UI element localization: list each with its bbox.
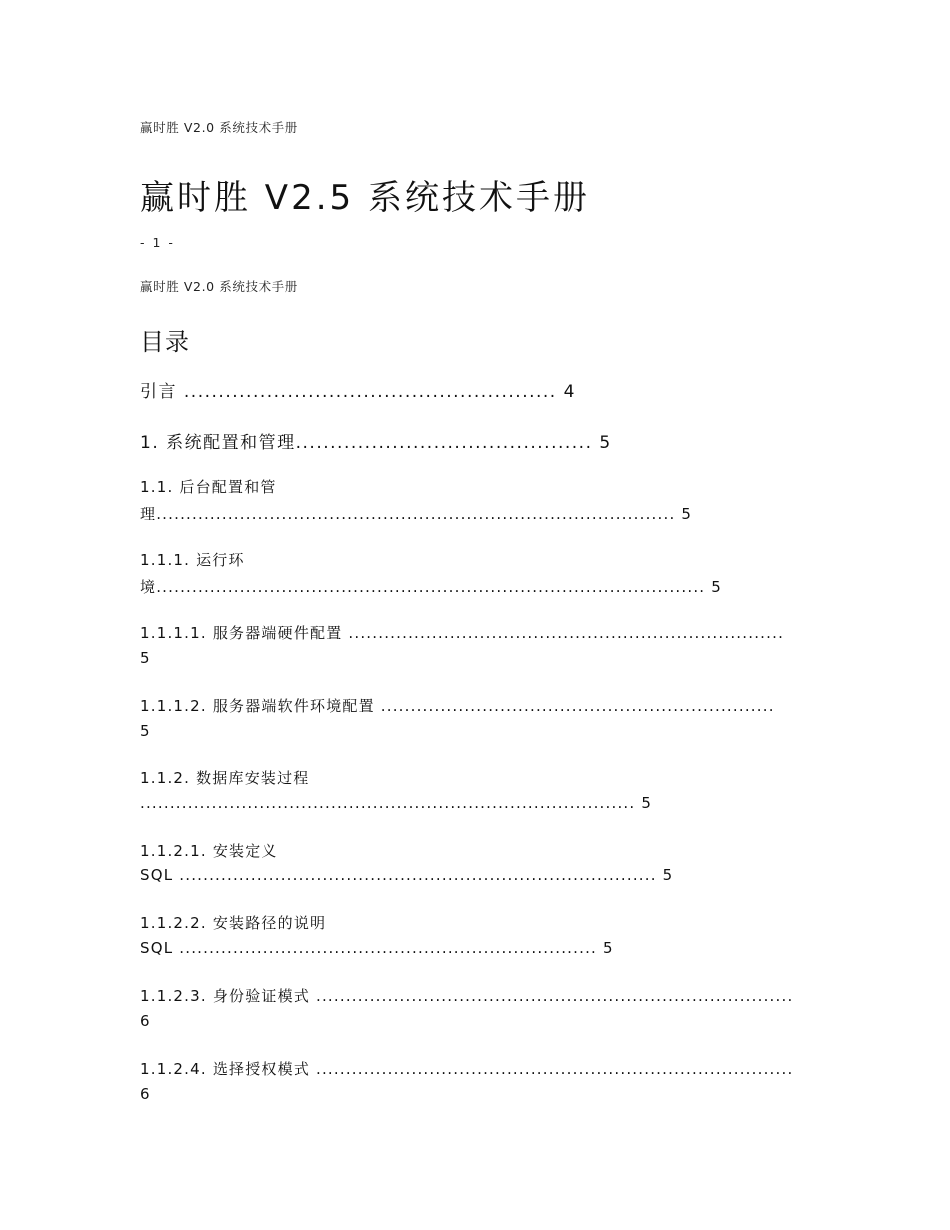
toc-entry-1-1-2-4-line1[interactable]: 1.1.2.4. 选择授权模式 ................................................................................: [140, 1060, 794, 1078]
toc-entry-1-1-2-1-line2[interactable]: SQL ................................................................................ 5: [140, 866, 674, 884]
toc-entry-1-1-line1[interactable]: 1.1. 后台配置和管: [140, 478, 277, 496]
toc-entry-1-1-line2[interactable]: 理....................................................................................... 5: [140, 505, 693, 523]
toc-entry-1-1-1-1-line1[interactable]: 1.1.1.1. 服务器端硬件配置 .........................................................................: [140, 624, 785, 642]
toc-entry-1-1-2-line2[interactable]: ................................................................................... 5: [140, 794, 653, 812]
page-number: - 1 -: [140, 235, 175, 250]
toc-entry-1-1-2-4-line2[interactable]: 6: [140, 1085, 151, 1103]
toc-entry-1-1-2-2-line1[interactable]: 1.1.2.2. 安装路径的说明: [140, 914, 327, 932]
toc-entry-1-1-1-2-line1[interactable]: 1.1.1.2. 服务器端软件环境配置 ..................................................................: [140, 697, 775, 715]
running-header: 赢时胜 V2.0 系统技术手册: [140, 120, 298, 135]
running-header-2: 赢时胜 V2.0 系统技术手册: [140, 279, 298, 294]
toc-entry-1-1-2-2-line2[interactable]: SQL ...................................................................... 5: [140, 939, 614, 957]
toc-entry-1-1-1-line1[interactable]: 1.1.1. 运行环: [140, 551, 245, 569]
toc-entry-1[interactable]: 1. 系统配置和管理........................................... 5: [140, 433, 612, 453]
toc-entry-introduction[interactable]: 引言 ...................................................... 4: [140, 382, 576, 402]
toc-entry-1-1-2-3-line1[interactable]: 1.1.2.3. 身份验证模式 ................................................................................: [140, 987, 794, 1005]
toc-heading: 目录: [140, 328, 190, 356]
toc-entry-1-1-2-3-line2[interactable]: 6: [140, 1012, 151, 1030]
document-title: 赢时胜 V2.5 系统技术手册: [140, 178, 590, 218]
toc-entry-1-1-1-line2[interactable]: 境............................................................................................ 5: [140, 578, 722, 596]
toc-entry-1-1-2-line1[interactable]: 1.1.2. 数据库安装过程: [140, 769, 310, 787]
toc-entry-1-1-2-1-line1[interactable]: 1.1.2.1. 安装定义: [140, 842, 278, 860]
toc-entry-1-1-1-2-line2[interactable]: 5: [140, 722, 151, 740]
toc-entry-1-1-1-1-line2[interactable]: 5: [140, 649, 151, 667]
